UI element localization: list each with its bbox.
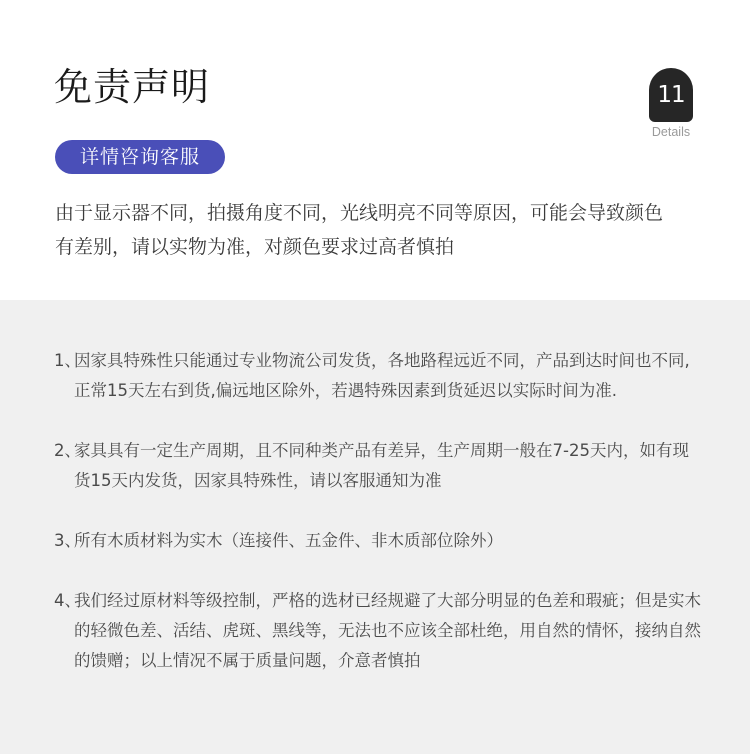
list-item (54, 526, 704, 556)
badge-label: Details (651, 125, 691, 139)
list-item-text: 因家具特殊性只能通过专业物流公司发货，各地路程远近不同，产品到达时间也不同,正常15天左右到货,偏远地区除外，若遇特殊因素到货延迟以实际时间为准. (74, 351, 690, 400)
list-item-number: 4、 (54, 591, 81, 610)
list-item (54, 436, 704, 496)
page-badge (645, 68, 697, 139)
header-section (0, 0, 750, 300)
page-title: 免责声明 (54, 65, 211, 109)
list-item (54, 346, 704, 406)
intro-paragraph: 由于显示器不同，拍摄角度不同，光线明亮不同等原因，可能会导致颜色有差别，请以实物为准，对颜色要求过高者慎拍 (55, 202, 664, 258)
list-item-number: 3、 (54, 531, 81, 550)
notes-list (54, 346, 704, 706)
badge-number: 11 (649, 68, 693, 122)
list-item-number: 1、 (54, 351, 81, 370)
contact-service-button[interactable]: 详情咨询客服 (55, 140, 225, 174)
list-item (54, 586, 704, 676)
list-item-text: 家具具有一定生产周期，且不同种类产品有差异，生产周期一般在7-25天内，如有现货15天内发货，因家具特殊性，请以客服通知为准 (74, 441, 689, 490)
list-item-text: 我们经过原材料等级控制，严格的选材已经规避了大部分明显的色差和瑕疵；但是实木的轻微色差、活结、虎斑、黑线等，无法也不应该全部杜绝，用自然的情怀，接纳自然的馈赠；以上情况不属于质量问题，介意者慎拍 (74, 591, 701, 670)
list-item-text: 所有木质材料为实木（连接件、五金件、非木质部位除外） (74, 531, 503, 550)
list-item-number: 2、 (54, 441, 81, 460)
